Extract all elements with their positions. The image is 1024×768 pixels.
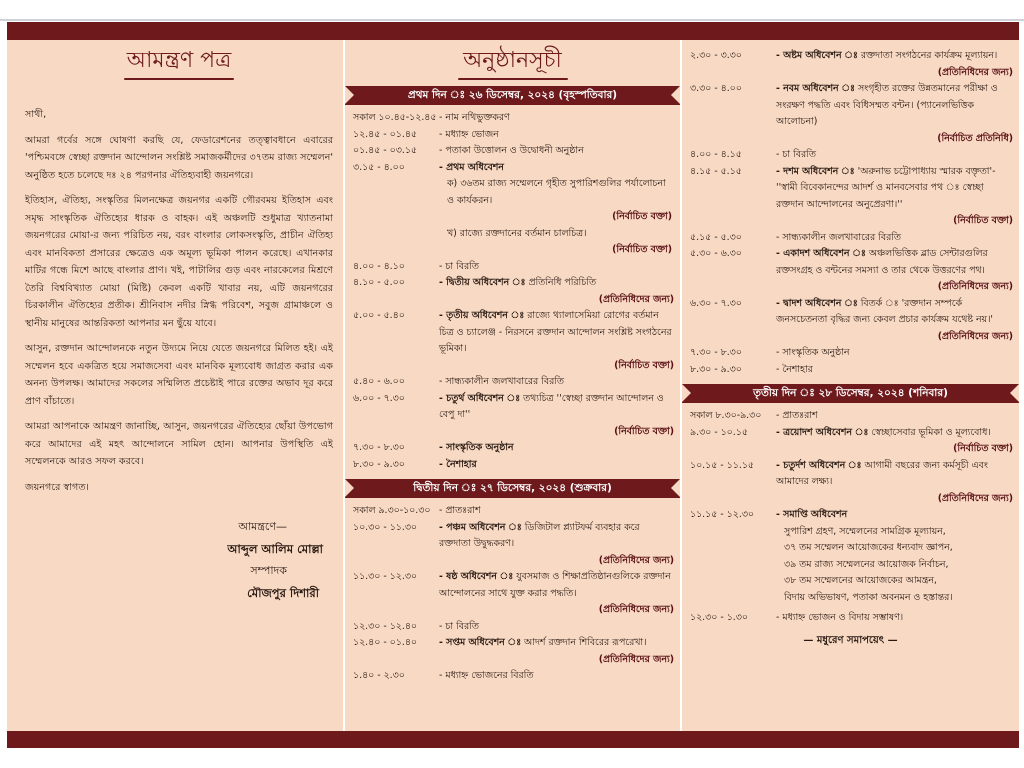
session-topic: স্বেচ্ছাসেবার ভূমিকা ও মূল্যবোধ। bbox=[868, 426, 991, 438]
closing-item: ৩৮ তম সম্মেলনের আয়োজকের আমন্ত্রন, bbox=[784, 575, 937, 586]
day2-schedule-continued bbox=[682, 48, 1019, 378]
session-name: - ত্রয়োদশ অধিবেশন ঃ bbox=[776, 426, 869, 438]
speaker-tag: (প্রতিনিধিদের জন্য) bbox=[937, 330, 1013, 342]
session-name: - পঞ্চম অধিবেশন ঃ bbox=[439, 521, 522, 533]
row-time: ৮.৩০ - ৯.৩০ bbox=[690, 363, 742, 375]
schedule-row bbox=[345, 127, 680, 144]
schedule-row bbox=[345, 668, 680, 685]
day3-header: তৃতীয় দিন ঃ ২৮ ডিসেম্বর, ২০২৪ (শনিবার) bbox=[682, 384, 1019, 403]
row-desc bbox=[439, 160, 674, 177]
row-time: ৩.১৫ - ৪.০০ bbox=[353, 161, 405, 173]
row-time: ৪.০০ - ৪.১৫ bbox=[690, 149, 742, 160]
session-topic: বিতর্ক ঃ 'রক্তদান সম্পর্কে জনসচেতনতা বৃদ্ধির জন্য কেবল প্রচার কার্যক্রম যথেষ্ট নয়।' bbox=[776, 297, 994, 325]
schedule-row bbox=[345, 457, 680, 474]
schedule-row bbox=[345, 308, 680, 374]
top-band bbox=[7, 22, 1019, 40]
session-topic: - সাংস্কৃতিক অনুষ্ঠান bbox=[776, 347, 850, 358]
schedule-panel-1 bbox=[345, 40, 680, 731]
schedule-row bbox=[682, 610, 1019, 627]
day1-schedule bbox=[345, 110, 680, 176]
row-time: ৮.৩০ - ৯.৩০ bbox=[353, 458, 405, 470]
session-topic: রক্তদাতা সংগঠনের কার্যক্রম মূল্যায়ন। bbox=[857, 50, 998, 61]
session-name: - চতুর্থ অধিবেশন ঃ bbox=[439, 392, 521, 404]
row-time: ৯.৩০ - ১০.১৫ bbox=[690, 426, 748, 438]
row-time: ১.৪০ - ২.৩০ bbox=[353, 670, 405, 681]
row-time: ১০.৩০ - ১১.৩০ bbox=[353, 521, 418, 533]
session-topic: অঞ্চলভিত্তিক ব্লাড সেন্টারগুলির রক্তসংগ্রহ ও বন্টনের সমস্যা ও তার থেকে উত্তরণের পথ। bbox=[776, 248, 988, 276]
schedule-row bbox=[682, 362, 1019, 379]
row-desc bbox=[776, 48, 1013, 81]
schedule-row bbox=[345, 619, 680, 636]
row-time: ১২.৩০ - ১২.৪০ bbox=[353, 620, 418, 632]
row-time: ৫.১৫ - ৫.৩০ bbox=[690, 231, 742, 243]
row-desc bbox=[439, 127, 674, 144]
row-time: ৬.০০ - ৭.৩০ bbox=[353, 392, 405, 404]
session-topic: - প্রাতঃরাশ bbox=[439, 505, 481, 516]
row-desc bbox=[776, 147, 1013, 164]
schedule-row bbox=[682, 48, 1019, 81]
row-time: ১২.৩০ - ১.৩০ bbox=[690, 612, 748, 623]
speaker-tag: (নির্বাচিত প্রতিনিধি) bbox=[937, 132, 1013, 144]
schedule-title: অনুষ্ঠানসূচী bbox=[463, 48, 562, 73]
session-topic: ডিজিটাল প্ল্যাটফর্ম ব্যবহার করে রক্তদাতা উদ্বুদ্ধকরণ। bbox=[439, 521, 640, 549]
row-time: ২.৩০ - ৩.৩০ bbox=[690, 50, 742, 61]
letter-paragraph-2: ইতিহাস, ঐতিহ্য, সংস্কৃতির মিলনক্ষেত্র জয়নগর একটি গৌরবময় ইতিহাস এবং সমৃদ্ধ সাংস্কৃতিক ঐতিহ্যের ধারক ও বাহক। এই অঞ্চলটি শুধুমাত্র খ্যাতনামা জয়নগরের মোয়া-র জন্য পরিচিত নয়, বরং বাংলার লোকসংস্কৃতি, প্রাচীন ঐতিহ্য এবং মানবিকতা প্রসারের ক্ষেত্রেও এক অমূল্য ভূমিকা পালন করেছে। এখানকার মাটির গন্ধে মিশে আছে বাংলার প্রাণ। খই, পাটালির গুড় এবং নারকেলের মিশ্রণে তৈরি বিশ্ববিখ্যাত মোয়া (মিষ্টি) কেবল একটি খাবার নয়, এটি জয়নগরের চিরকালীন ঐতিহ্যের প্রতীক। শ্রীনিবাস নদীর স্নিগ্ধ পরিবেশ, সবুজ গ্রামাঞ্চলে ও স্থানীয় মানুষের আন্তরিকতা আপনার মন ছুঁয়ে যাবে। bbox=[25, 195, 333, 329]
schedule-row bbox=[682, 296, 1019, 346]
top-divider-line bbox=[0, 19, 1024, 21]
day1-sub-item-b: খ) রাজ্যে রক্তদানের বর্তমান চালচিত্র। (নির্বাচিত বক্তা) bbox=[345, 226, 680, 259]
letter-paragraph-5: জয়নগরে স্বাগত। bbox=[25, 481, 89, 493]
row-time: ১২.৪০ - ০১.৪০ bbox=[353, 637, 418, 648]
session-name: - দ্বিতীয় অধিবেশন ঃ bbox=[439, 277, 526, 288]
schedule-row bbox=[345, 391, 680, 441]
speaker-tag: (নির্বাচিত বক্তা) bbox=[614, 359, 674, 371]
session-topic: - চা বিরতি bbox=[776, 149, 816, 160]
row-desc bbox=[776, 230, 1013, 247]
row-desc bbox=[439, 619, 674, 636]
schedule-row bbox=[345, 110, 680, 127]
row-desc bbox=[439, 520, 674, 570]
session-topic: - প্রাতঃরাশ bbox=[776, 410, 818, 421]
session-topic: আদর্শ রক্তদান শিবিরের রূপরেখা। bbox=[521, 637, 647, 648]
row-desc bbox=[776, 345, 1013, 362]
sub-a-tag: (নির্বাচিত বক্তা) bbox=[612, 211, 672, 222]
letter-paragraph-3: আসুন, রক্তদান আন্দোলনকে নতুন উদ্যমে নিয়ে যেতে জয়নগরে মিলিত হই। এই সম্মেলন হবে একত্রিত হয়ে সমাজসেবা এবং মানবিক মূল্যবোধ জাগ্রত করার এক অনন্য উপলক্ষ। আমাদের সকলের সম্মিলিত প্রচেষ্টাই পারে রক্তের অভাব দূর করে প্রাণ বাঁচাতে। bbox=[25, 343, 333, 407]
sign-name: আব্দুল আলিম মোল্লা bbox=[227, 542, 323, 556]
session-topic: প্রতিনিধি পরিচিতি bbox=[525, 277, 597, 288]
invitation-panel bbox=[7, 40, 343, 731]
row-desc bbox=[439, 110, 674, 127]
sub-b-tag: (নির্বাচিত বক্তা) bbox=[612, 244, 672, 255]
session-topic: রাজ্যে থ্যালাসেমিয়া রোগের বর্তমান চিত্র ও চ্যালেঞ্জ - নিরসনে রক্তদান আন্দোলন সংশ্লিষ্ট সংগঠনের ভূমিকা। bbox=[439, 310, 672, 354]
speaker-tag: (প্রতিনিধিদের জন্য) bbox=[598, 604, 674, 615]
row-desc bbox=[776, 425, 1013, 458]
sign-intro: আমন্ত্রণে— bbox=[238, 520, 287, 533]
session-name: - তৃতীয় অধিবেশন ঃ bbox=[439, 310, 525, 321]
row-desc: - মধ্যাহ্ন ভোজন ও বিদায় সম্ভাষণ। bbox=[776, 612, 904, 623]
session-topic: - সান্ধ্যকালীন জলখাবারের বিরতি bbox=[439, 376, 564, 387]
schedule-row bbox=[345, 503, 680, 520]
speaker-tag: (প্রতিনিধিদের জন্য) bbox=[937, 281, 1013, 292]
row-desc bbox=[439, 503, 674, 520]
row-desc bbox=[439, 374, 674, 391]
row-time: ৭.৩০ - ৮.৩০ bbox=[690, 347, 742, 358]
schedule-row bbox=[682, 246, 1019, 296]
sign-role: সম্পাদক bbox=[250, 564, 287, 577]
row-desc bbox=[439, 275, 674, 308]
speaker-tag: (নির্বাচিত বক্তা) bbox=[614, 425, 674, 437]
row-desc bbox=[439, 259, 674, 276]
sign-org: মৌজপুর দিশারী bbox=[247, 586, 319, 600]
row-time: সকাল ৯.৩০-১০.৩০ bbox=[353, 505, 431, 516]
speaker-tag: (প্রতিনিধিদের জন্য) bbox=[598, 554, 674, 566]
session-name: - সাংস্কৃতিক অনুষ্ঠান bbox=[439, 442, 514, 453]
row-time: সকাল ৮.৩০-৯.৩০ bbox=[690, 410, 762, 421]
session-name: - প্রথম অধিবেশন bbox=[439, 161, 504, 173]
schedule-row bbox=[682, 507, 1019, 524]
session-topic: - মধ্যাহ্ন ভোজনের বিরতি bbox=[439, 670, 534, 681]
row-desc bbox=[776, 458, 1013, 508]
closing-item: বিদায় অভিভাষণ, পতাকা অবনমন ও হস্তান্তর। bbox=[784, 591, 953, 603]
row-time: ১২.৪৫ - ০১.৪৫ bbox=[353, 128, 417, 140]
row-desc bbox=[439, 391, 674, 441]
session-topic: - মধ্যাহ্ন ভোজন bbox=[439, 128, 499, 140]
row-desc bbox=[776, 81, 1013, 147]
schedule-title-underline bbox=[458, 78, 568, 80]
row-time: ১১.১৫ - ১২.৩০ bbox=[690, 509, 755, 520]
row-time: ৬.৩০ - ৭.৩০ bbox=[690, 297, 742, 309]
session-name: - একাদশ অধিবেশন ঃ bbox=[776, 248, 866, 259]
schedule-row bbox=[682, 164, 1019, 230]
schedule-row bbox=[682, 458, 1019, 508]
schedule-row bbox=[345, 275, 680, 308]
schedule-row bbox=[345, 635, 680, 668]
row-time: ৩.৩০ - ৪.০০ bbox=[690, 83, 742, 94]
session-name: - সপ্তম অধিবেশন ঃ bbox=[439, 637, 522, 648]
invitation-title: আমন্ত্রণ পত্র bbox=[126, 48, 232, 73]
row-desc bbox=[439, 457, 674, 474]
schedule-row bbox=[345, 374, 680, 391]
schedule-row bbox=[682, 147, 1019, 164]
session-topic: - সান্ধ্যকালীন জলখাবারের বিরতি bbox=[776, 231, 901, 243]
session-topic: - চা বিরতি bbox=[439, 620, 479, 632]
letter-paragraph-4: আমরা আপনাকে আমন্ত্রণ জানাচ্ছি, আসুন, জয়নগরের ঐতিহ্যের ছোঁয়া উপভোগ করে আমাদের এই মহৎ আন্দোলনে সামিল হোন। আপনার উপস্থিতি এই সম্মেলনকে আরও সফল করবে। bbox=[25, 421, 333, 467]
day1-header: প্রথম দিন ঃ ২৬ ডিসেম্বর, ২০২৪ (বৃহস্পতিবার) bbox=[345, 86, 680, 105]
speaker-tag: (নির্বাচিত বক্তা) bbox=[953, 443, 1013, 454]
row-time: ৫.৪০ - ৬.০০ bbox=[353, 376, 405, 387]
row-time: ৪.১৫ - ৫.১৫ bbox=[690, 165, 742, 177]
session-topic: - চা বিরতি bbox=[439, 260, 479, 272]
session-name: - ষষ্ঠ অধিবেশন ঃ bbox=[439, 571, 514, 582]
row-time: ১১.৩০ - ১২.৩০ bbox=[353, 571, 418, 582]
session-name: - দ্বাদশ অধিবেশন ঃ bbox=[776, 297, 858, 309]
schedule-row bbox=[682, 408, 1019, 425]
title-underline bbox=[124, 78, 234, 80]
session-name: - নবম অধিবেশন ঃ bbox=[776, 83, 855, 94]
row-time: সকাল ১০.৪৫-১২.৪৫ bbox=[353, 112, 437, 123]
row-time: ৭.৩০ - ৮.৩০ bbox=[353, 442, 405, 453]
row-time: ৫.৩০ - ৬.৩০ bbox=[690, 248, 742, 259]
schedule-panel-2 bbox=[682, 40, 1019, 731]
row-desc bbox=[776, 296, 1013, 346]
row-time: ১০.১৫ - ১১.১৫ bbox=[690, 459, 754, 471]
session-topic: সংগৃহীত রক্তের উন্নতমানের পরীক্ষা ও সংরক্ষণ পদ্ধতি এবং বিধিসম্মত বন্টন। (প্যানেলভিত্তিক আলোচনা) bbox=[776, 83, 998, 127]
session-name: - অষ্টম অধিবেশন ঃ bbox=[776, 50, 858, 61]
session-topic: যুবসমাজ ও শিক্ষাপ্রতিষ্ঠানগুলিকে রক্তদান আন্দোলনের সাথে যুক্ত করার পদ্ধতি। bbox=[439, 571, 671, 599]
closing-item: সুপারিশ গ্রহণ, সম্মেলনের সামগ্রিক মূল্যায়ন, bbox=[784, 525, 946, 537]
row-time: ৫.০০ - ৫.৪০ bbox=[353, 310, 405, 321]
day1-schedule-continued bbox=[345, 259, 680, 474]
schedule-row bbox=[345, 569, 680, 619]
row-time: ৪.১০ - ৫.০০ bbox=[353, 277, 405, 288]
schedule-row bbox=[345, 259, 680, 276]
closing-phrase: — মধুরেণ সমাপয়েৎ — bbox=[803, 634, 898, 646]
closing-item: ৩৯ তম রাজ্য সম্মেলনের আয়োজক নির্বাচন, bbox=[784, 558, 949, 570]
session-topic: - পতাকা উত্তোলন ও উদ্বোধনী অনুষ্ঠান bbox=[439, 145, 584, 156]
invitation-letter bbox=[25, 106, 333, 496]
row-desc bbox=[776, 362, 1013, 379]
row-desc bbox=[776, 507, 1013, 524]
row-time: ৪.০০ - ৪.১০ bbox=[353, 260, 405, 272]
schedule-row bbox=[682, 425, 1019, 458]
day3-schedule bbox=[682, 408, 1019, 524]
closing-session-items bbox=[682, 524, 1019, 607]
letter-paragraph-1: আমরা গর্বের সঙ্গে ঘোষণা করছি যে, ফেডারেশনের তত্ত্বাবধানে এবারের 'পশ্চিমবঙ্গে স্বেচ্ছা রক্তদান আন্দোলন সংশ্লিষ্ট সমাজকর্মীদের ৩৭তম রাজ্য সম্মেলন' অনুষ্ঠিত হতে চলেছে দঃ ২৪ পরগনার ঐতিহ্যবাহী জয়নগরে। bbox=[25, 134, 333, 181]
speaker-tag: (প্রতিনিধিদের জন্য) bbox=[598, 293, 674, 305]
session-name: - সমাপ্তি অধিবেশন bbox=[776, 509, 848, 520]
session-name: - চতুর্দশ অধিবেশন ঃ bbox=[776, 459, 862, 471]
signature-block bbox=[25, 516, 333, 604]
day2-schedule bbox=[345, 503, 680, 685]
session-topic: 'অরুনাভ চট্টোপাধ্যায় স্মারক বক্তৃতা'- ''স্বামী বিবেকানন্দের আদর্শ ও মানবসেবার পথ ঃ স্বেচ্ছা রক্তদান আন্দোলনের অনুপ্রেরণা।'' bbox=[776, 165, 996, 210]
row-desc bbox=[439, 635, 674, 668]
row-desc bbox=[439, 440, 674, 457]
session-topic: - নাম নথিভুক্তকরণ bbox=[439, 112, 510, 123]
speaker-tag: (নির্বাচিত বক্তা) bbox=[953, 215, 1013, 226]
speaker-tag: (প্রতিনিধিদের জন্য) bbox=[937, 492, 1013, 504]
schedule-row bbox=[345, 520, 680, 570]
row-desc bbox=[439, 308, 674, 374]
row-desc bbox=[439, 668, 674, 685]
schedule-row bbox=[345, 143, 680, 160]
session-name: - দশম অধিবেশন ঃ bbox=[776, 165, 855, 177]
row-desc bbox=[776, 246, 1013, 296]
row-time: ০১.৪৫ - ০৩.১৫ bbox=[353, 145, 418, 156]
closing-item: ৩৭ তম সম্মেলন আয়োজকের ধন্যবাদ জ্ঞাপন, bbox=[784, 542, 953, 553]
row-desc bbox=[776, 408, 1013, 425]
day2-header: দ্বিতীয় দিন ঃ ২৭ ডিসেম্বর, ২০২৪ (শুক্রবার) bbox=[345, 479, 680, 498]
row-desc bbox=[439, 569, 674, 619]
row-desc bbox=[776, 164, 1013, 230]
speaker-tag: (প্রতিনিধিদের জন্য) bbox=[937, 66, 1013, 78]
bottom-band bbox=[7, 731, 1019, 748]
session-topic: - নৈশাহার bbox=[776, 363, 813, 375]
speaker-tag: (প্রতিনিধিদের জন্য) bbox=[598, 653, 674, 665]
schedule-row bbox=[345, 160, 680, 177]
session-topic: তথ্যচিত্র ''স্বেচ্ছা রক্তদান আন্দোলন ও বেপু দা'' bbox=[439, 392, 664, 420]
row-desc bbox=[439, 143, 674, 160]
schedule-row bbox=[682, 345, 1019, 362]
schedule-row bbox=[682, 81, 1019, 147]
salutation: সাথী, bbox=[25, 109, 47, 120]
schedule-row bbox=[682, 230, 1019, 247]
session-topic: আগামী বছরের জন্য কর্মসূচী এবং আমাদের লক্ষ্য। bbox=[776, 459, 988, 487]
session-name: - নৈশাহার bbox=[439, 458, 477, 470]
day1-sub-item-a: ক) ৩৬তম রাজ্য সম্মেলনে গৃহীত সুপারিশগুলির পর্যালোচনা ও কার্যকরন। (নির্বাচিত বক্তা) bbox=[345, 176, 680, 226]
schedule-row bbox=[345, 440, 680, 457]
